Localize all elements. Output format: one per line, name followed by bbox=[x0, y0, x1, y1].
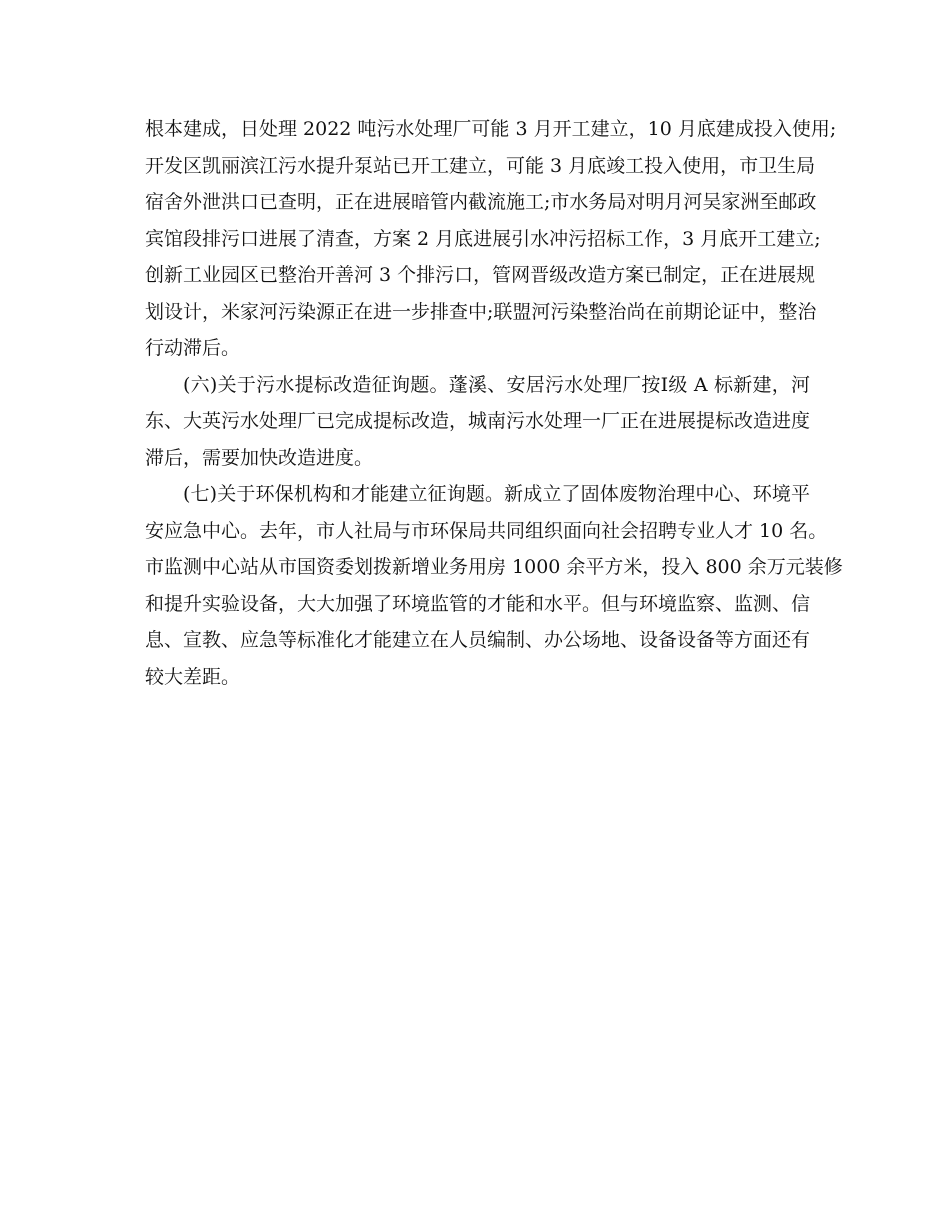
document-body bbox=[145, 111, 843, 695]
text-line: 和提升实验设备，大大加强了环境监管的才能和水平。但与环境监察、监测、信 bbox=[145, 592, 811, 615]
text-line: 宿舍外泄洪口已查明，正在进展暗管内截流施工;市水务局对明月河吴家洲至邮政 bbox=[145, 191, 817, 213]
text-line: 划设计，米家河污染源正在进一步排查中;联盟河污染整治尚在前期论证中，整治 bbox=[145, 300, 817, 323]
paragraph-sewage-upgrade bbox=[145, 367, 810, 477]
text-line: 滞后，需要加快改造进度。 bbox=[145, 446, 374, 469]
text-line: 安应急中心。去年，市人社局与市环保局共同组织面向社会招聘专业人才 10 名。 bbox=[145, 519, 828, 542]
text-line: 东、大英污水处理厂已完成提标改造，城南污水处理一厂正在进展提标改造进度 bbox=[145, 410, 811, 432]
text-line: 息、宣教、应急等标准化才能建立在人员编制、办公场地、设备设备等方面还有 bbox=[145, 629, 811, 651]
text-line: 创新工业园区已整治开善河 3 个排污口，管网晋级改造方案已制定，正在进展规 bbox=[145, 264, 816, 286]
text-line: 宾馆段排污口进展了清查，方案 2 月底进展引水冲污招标工作，3 月底开工建立; bbox=[145, 227, 821, 250]
text-line: 市监测中心站从市国资委划拨新增业务用房 1000 余平方米，投入 800 余万元装修 bbox=[145, 556, 843, 578]
paragraph-environmental-capacity bbox=[145, 476, 843, 695]
text-line: (七)关于环保机构和才能建立征询题。新成立了固体废物治理中心、环境平 bbox=[183, 483, 810, 505]
text-line: 开发区凯丽滨江污水提升泵站已开工建立，可能 3 月底竣工投入使用，市卫生局 bbox=[145, 154, 816, 177]
paragraph-sewage-projects bbox=[145, 111, 837, 367]
text-line: 行动滞后。 bbox=[145, 337, 241, 359]
text-line: 根本建成，日处理 2022 吨污水处理厂可能 3 月开工建立，10 月底建成投入使用; bbox=[145, 118, 837, 140]
text-line: (六)关于污水提标改造征询题。蓬溪、安居污水处理厂按Ⅰ级 A 标新建，河 bbox=[183, 373, 810, 396]
text-line: 较大差距。 bbox=[145, 665, 241, 688]
